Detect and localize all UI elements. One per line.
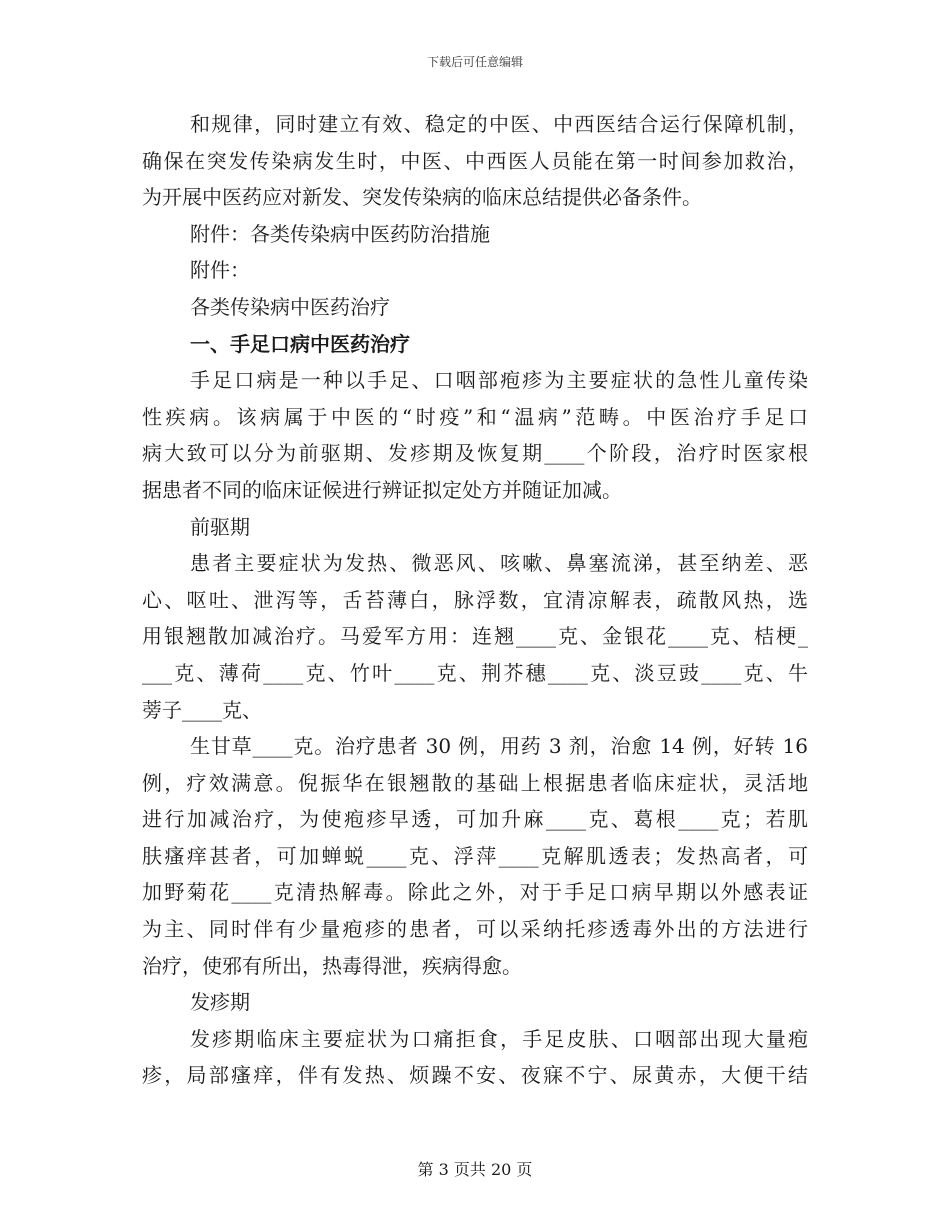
text-line: 附件：	[190, 258, 250, 283]
text-line: 附件：各类传染病中医药防治措施	[190, 221, 490, 246]
text-line: 肤瘙痒甚者，可加蝉蜕____克、浮萍____克解肌透表；发热高者，可	[142, 843, 808, 868]
text-line: 手足口病是一种以手足、口咽部疱疹为主要症状的急性儿童传染	[190, 368, 808, 393]
page-number: 第 3 页共 20 页	[417, 1160, 533, 1179]
header-note: 下载后可任意编辑	[426, 55, 523, 69]
text-line: 性疾病。该病属于中医的“时疫”和“温病”范畴。中医治疗手足口	[142, 404, 808, 429]
text-line: 前驱期	[190, 514, 250, 539]
text-line: 进行加减治疗，为使疱疹早透，可加升麻____克、葛根____克；若肌	[142, 807, 808, 832]
text-line: 生甘草____克。治疗患者 30 例，用药 3 剂，治愈 14 例，好转 16	[190, 734, 808, 759]
text-line: 为主、同时伴有少量疱疹的患者，可以采纳托疹透毒外出的方法进行	[142, 917, 808, 942]
text-line: 蒡子____克、	[142, 697, 262, 722]
text-line: ___克、薄荷____克、竹叶____克、荆芥穗____克、淡豆豉____克、牛	[142, 660, 808, 685]
text-line: 治疗，使邪有所出，热毒得泄，疾病得愈。	[142, 953, 522, 978]
text-line: 确保在突发传染病发生时，中医、中西医人员能在第一时间参加救治，	[142, 148, 808, 173]
text-line: 各类传染病中医药治疗	[190, 294, 390, 319]
document-body	[142, 106, 808, 1094]
text-line: 发疹期临床主要症状为口痛拒食，手足皮肤、口咽部出现大量疱	[190, 1026, 808, 1051]
text-line: 据患者不同的临床证候进行辨证拟定处方并随证加减。	[142, 477, 622, 502]
text-line: 心、呕吐、泄泻等，舌苔薄白，脉浮数，宜清凉解表，疏散风热，选	[142, 587, 808, 612]
text-line: 例，疗效满意。倪振华在银翘散的基础上根据患者临床症状，灵活地	[142, 770, 808, 795]
text-line: 发疹期	[190, 990, 250, 1015]
text-line: 和规律，同时建立有效、稳定的中医、中西医结合运行保障机制，	[190, 112, 808, 136]
text-line: 病大致可以分为前驱期、发疹期及恢复期____个阶段，治疗时医家根	[142, 441, 808, 466]
text-line: 患者主要症状为发热、微恶风、咳嗽、鼻塞流涕，甚至纳差、恶	[190, 551, 808, 576]
text-line: 用银翘散加减治疗。马爱军方用：连翘____克、金银花____克、桔梗_	[142, 624, 808, 649]
section-heading: 一、手足口病中医药治疗	[190, 331, 410, 356]
text-line: 疹，局部瘙痒，伴有发热、烦躁不安、夜寐不宁、尿黄赤，大便干结	[142, 1063, 808, 1088]
text-line: 为开展中医药应对新发、突发传染病的临床总结提供必备条件。	[142, 185, 702, 210]
text-line: 加野菊花____克清热解毒。除此之外，对于手足口病早期以外感表证	[142, 880, 808, 905]
